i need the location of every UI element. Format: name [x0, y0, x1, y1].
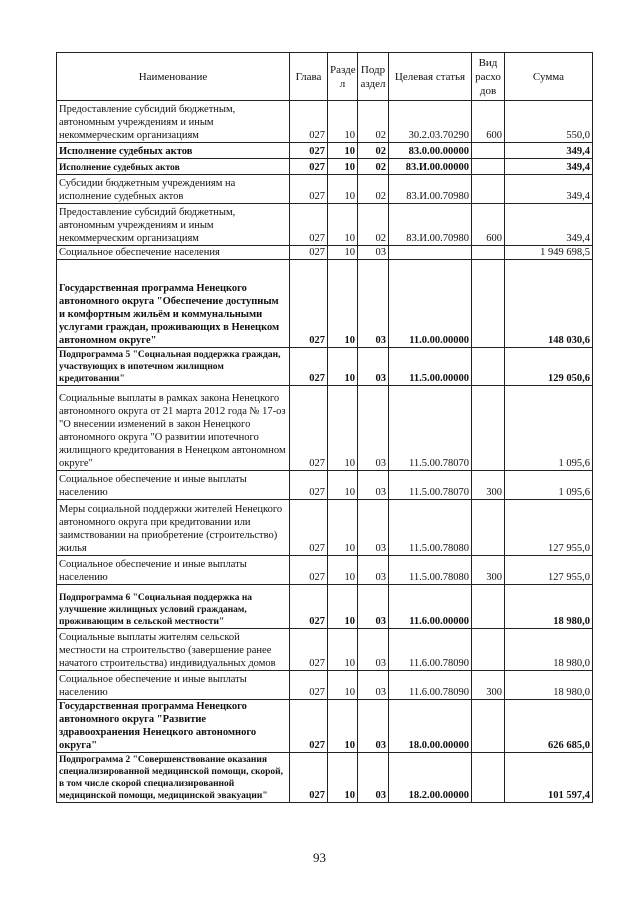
row-subsection: 02	[358, 143, 389, 159]
row-sum: 1 095,6	[505, 386, 593, 471]
table-row	[57, 556, 593, 585]
row-sum: 18 980,0	[505, 629, 593, 671]
row-name: Социальное обеспечение населения	[57, 246, 290, 260]
row-name: Подпрограмма 6 "Социальная поддержка на улучшение жилищных условий гражданам, проживающим в сельской местности"	[57, 585, 290, 629]
row-target: 11.5.00.78070	[389, 471, 472, 500]
header-subsection: Подр аздел	[358, 53, 389, 101]
row-subsection: 03	[358, 700, 389, 753]
row-name: Подпрограмма 2 "Совершенствование оказания специализированной медицинской помощи, скорой, в том числе скорой специализированной медицинской помощи, медицинской эвакуации"	[57, 753, 290, 803]
row-section: 10	[328, 101, 358, 143]
row-expense-type: 300	[472, 471, 505, 500]
row-target: 11.5.00.78070	[389, 386, 472, 471]
row-target: 83.И.00.70980	[389, 175, 472, 204]
table-header-row	[57, 53, 593, 101]
header-sum: Сумма	[505, 53, 593, 101]
row-name: Государственная программа Ненецкого автономного округа "Развитие здравоохранения Ненецкого автономного округа"	[57, 700, 290, 753]
row-expense-type	[472, 700, 505, 753]
row-sum: 1 949 698,5	[505, 246, 593, 260]
row-section: 10	[328, 671, 358, 700]
row-subsection: 03	[358, 753, 389, 803]
row-target: 11.6.00.78090	[389, 671, 472, 700]
row-sum: 101 597,4	[505, 753, 593, 803]
row-expense-type	[472, 246, 505, 260]
row-chapter: 027	[290, 386, 328, 471]
table-row	[57, 386, 593, 471]
row-expense-type: 300	[472, 556, 505, 585]
row-name: Социальные выплаты в рамках закона Ненецкого автономного округа от 21 марта 2012 года № 17-оз "О внесении изменений в закон Ненецкого автономного округа "О развитии ипотечного жилищного кредитования в Ненецком автономном округе"	[57, 386, 290, 471]
row-target: 11.5.00.78080	[389, 500, 472, 556]
row-sum: 550,0	[505, 101, 593, 143]
row-subsection: 03	[358, 585, 389, 629]
row-subsection: 03	[358, 556, 389, 585]
row-expense-type	[472, 585, 505, 629]
row-sum: 18 980,0	[505, 585, 593, 629]
table-row	[57, 585, 593, 629]
row-sum: 626 685,0	[505, 700, 593, 753]
row-section: 10	[328, 204, 358, 246]
row-subsection: 03	[358, 671, 389, 700]
row-section: 10	[328, 386, 358, 471]
row-sum: 349,4	[505, 143, 593, 159]
row-sum: 1 095,6	[505, 471, 593, 500]
row-section: 10	[328, 700, 358, 753]
row-name: Социальное обеспечение и иные выплаты населению	[57, 671, 290, 700]
row-name: Исполнение судебных актов	[57, 159, 290, 175]
row-target: 11.0.00.00000	[389, 260, 472, 348]
row-target: 30.2.03.70290	[389, 101, 472, 143]
row-subsection: 03	[358, 500, 389, 556]
row-subsection: 03	[358, 348, 389, 386]
header-target: Целевая статья	[389, 53, 472, 101]
table-row	[57, 204, 593, 246]
row-subsection: 02	[358, 159, 389, 175]
row-chapter: 027	[290, 246, 328, 260]
row-expense-type	[472, 629, 505, 671]
row-section: 10	[328, 143, 358, 159]
row-section: 10	[328, 471, 358, 500]
row-section: 10	[328, 159, 358, 175]
row-sum: 129 050,6	[505, 348, 593, 386]
row-section: 10	[328, 500, 358, 556]
row-section: 10	[328, 260, 358, 348]
row-target: 83.0.00.00000	[389, 143, 472, 159]
row-sum: 349,4	[505, 204, 593, 246]
row-expense-type	[472, 753, 505, 803]
row-target: 18.2.00.00000	[389, 753, 472, 803]
row-expense-type	[472, 348, 505, 386]
row-target: 83.И.00.00000	[389, 159, 472, 175]
row-chapter: 027	[290, 471, 328, 500]
row-expense-type: 600	[472, 204, 505, 246]
row-chapter: 027	[290, 143, 328, 159]
row-expense-type	[472, 386, 505, 471]
table-row	[57, 260, 593, 348]
row-subsection: 02	[358, 101, 389, 143]
row-target: 18.0.00.00000	[389, 700, 472, 753]
table-row	[57, 500, 593, 556]
row-chapter: 027	[290, 629, 328, 671]
row-subsection: 03	[358, 260, 389, 348]
row-target: 83.И.00.70980	[389, 204, 472, 246]
row-expense-type	[472, 500, 505, 556]
table-row	[57, 629, 593, 671]
row-chapter: 027	[290, 671, 328, 700]
page-number: 93	[313, 850, 326, 865]
row-name: Предоставление субсидий бюджетным, автономным учреждениям и иным некоммерческим организациям	[57, 204, 290, 246]
row-subsection: 03	[358, 246, 389, 260]
row-section: 10	[328, 348, 358, 386]
table-row	[57, 471, 593, 500]
table-row	[57, 143, 593, 159]
table-row	[57, 175, 593, 204]
row-expense-type	[472, 175, 505, 204]
row-expense-type: 600	[472, 101, 505, 143]
row-name: Социальные выплаты жителям сельской местности на строительство (завершение ранее начатого строительства) индивидуальных домов	[57, 629, 290, 671]
row-target: 11.6.00.00000	[389, 585, 472, 629]
row-subsection: 02	[358, 175, 389, 204]
row-target: 11.5.00.00000	[389, 348, 472, 386]
row-expense-type: 300	[472, 671, 505, 700]
row-section: 10	[328, 246, 358, 260]
row-chapter: 027	[290, 204, 328, 246]
table-row	[57, 700, 593, 753]
table-row	[57, 159, 593, 175]
row-target: 11.5.00.78080	[389, 556, 472, 585]
row-section: 10	[328, 629, 358, 671]
row-name: Социальное обеспечение и иные выплаты населению	[57, 556, 290, 585]
row-name: Подпрограмма 5 "Социальная поддержка граждан, участвующих в ипотечном жилищном кредитовании"	[57, 348, 290, 386]
row-section: 10	[328, 556, 358, 585]
row-chapter: 027	[290, 175, 328, 204]
row-sum: 127 955,0	[505, 500, 593, 556]
row-name: Государственная программа Ненецкого автономного округа "Обеспечение доступным и комфортным жильём и коммунальными услугами граждан, проживающих в Ненецком автономном округе"	[57, 260, 290, 348]
budget-table	[56, 52, 593, 803]
header-name: Наименование	[57, 53, 290, 101]
row-target	[389, 246, 472, 260]
table-row	[57, 246, 593, 260]
row-name: Исполнение судебных актов	[57, 143, 290, 159]
row-sum: 349,4	[505, 175, 593, 204]
table-row	[57, 101, 593, 143]
table-row	[57, 348, 593, 386]
row-section: 10	[328, 753, 358, 803]
row-subsection: 03	[358, 471, 389, 500]
row-expense-type	[472, 260, 505, 348]
row-subsection: 02	[358, 204, 389, 246]
row-chapter: 027	[290, 500, 328, 556]
row-sum: 148 030,6	[505, 260, 593, 348]
row-chapter: 027	[290, 260, 328, 348]
row-name: Социальное обеспечение и иные выплаты населению	[57, 471, 290, 500]
row-name: Предоставление субсидий бюджетным, автономным учреждениям и иным некоммерческим организациям	[57, 101, 290, 143]
row-chapter: 027	[290, 101, 328, 143]
header-expense-type: Вид расхо дов	[472, 53, 505, 101]
row-chapter: 027	[290, 700, 328, 753]
row-subsection: 03	[358, 386, 389, 471]
row-chapter: 027	[290, 348, 328, 386]
row-chapter: 027	[290, 159, 328, 175]
row-chapter: 027	[290, 753, 328, 803]
row-section: 10	[328, 585, 358, 629]
row-name: Субсидии бюджетным учреждениям на исполнение судебных актов	[57, 175, 290, 204]
row-sum: 18 980,0	[505, 671, 593, 700]
header-chapter: Глава	[290, 53, 328, 101]
row-expense-type	[472, 143, 505, 159]
table-row	[57, 753, 593, 803]
header-section: Разде л	[328, 53, 358, 101]
row-subsection: 03	[358, 629, 389, 671]
row-sum: 349,4	[505, 159, 593, 175]
table-row	[57, 671, 593, 700]
row-expense-type	[472, 159, 505, 175]
row-sum: 127 955,0	[505, 556, 593, 585]
row-name: Меры социальной поддержки жителей Ненецкого автономного округа при кредитовании или заимствовании на приобретение (строительство) жилья	[57, 500, 290, 556]
row-chapter: 027	[290, 556, 328, 585]
row-chapter: 027	[290, 585, 328, 629]
row-section: 10	[328, 175, 358, 204]
row-target: 11.6.00.78090	[389, 629, 472, 671]
